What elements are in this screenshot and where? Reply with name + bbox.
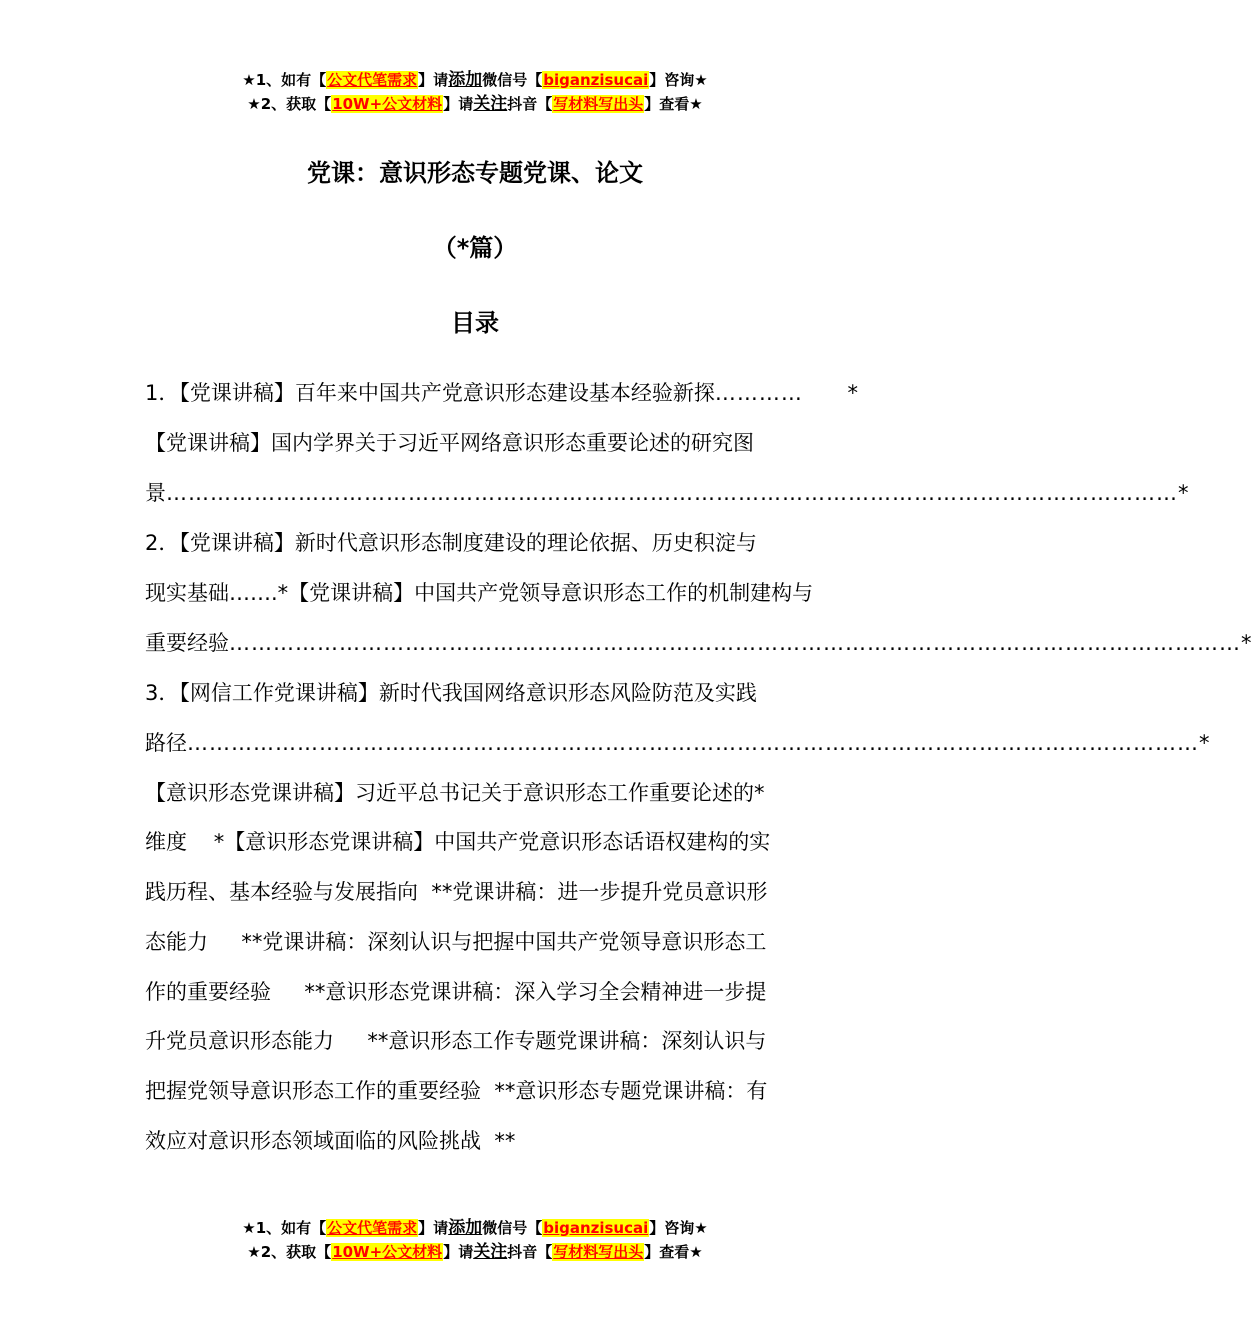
toc-line-9[interactable]: 【意识形态党课讲稿】习近平总书记关于意识形态工作重要论述的*	[145, 781, 765, 805]
ad-emphasis: 添加	[448, 70, 483, 90]
toc-page-number: *	[847, 381, 858, 405]
toc-entry-title: 景	[145, 481, 166, 505]
toc-entry-title: 重要经验	[145, 631, 229, 655]
toc-heading: 目录	[451, 309, 499, 337]
ad-text: 微信号【	[482, 1219, 543, 1237]
toc-line-5[interactable]: 现实基础…….*【党课讲稿】中国共产党领导意识形态工作的机制建构与	[145, 581, 814, 605]
toc-leader-dots: …………………………………………………………………………………………………………………………	[229, 631, 1241, 655]
top-ad-line-1	[0, 68, 950, 92]
toc-line-4[interactable]: 2．【党课讲稿】新时代意识形态制度建设的理论依据、历史积淀与	[145, 531, 757, 555]
toc-line-7[interactable]: 3．【网信工作党课讲稿】新时代我国网络意识形态风险防范及实践	[145, 681, 757, 705]
ad-douyin-id: 写材料写出头	[553, 1243, 644, 1261]
ad-emphasis: 关注	[473, 94, 508, 114]
toc-page-number: *	[1199, 731, 1210, 755]
ad-text: 抖音【	[507, 95, 553, 113]
ad-text: 】查看★	[644, 95, 703, 113]
top-ad-line-2	[0, 92, 950, 116]
ad-text: 】咨询★	[649, 1219, 708, 1237]
toc-line-12[interactable]: 态能力 **党课讲稿：深刻认识与把握中国共产党领导意识形态工	[145, 930, 767, 954]
bottom-ad-line-2	[0, 1240, 950, 1264]
toc-entry-title: 路径	[145, 731, 187, 755]
toc-entry-1[interactable]	[145, 378, 858, 408]
ad-douyin-id: 写材料写出头	[553, 95, 644, 113]
bottom-ad-banner	[0, 1216, 950, 1264]
toc-line-13[interactable]: 作的重要经验 **意识形态党课讲稿：深入学习全会精神进一步提	[145, 980, 767, 1004]
ad-text: ★2、获取【	[247, 95, 332, 113]
toc-page-number: *	[1178, 481, 1189, 505]
toc-page-number: *	[1241, 631, 1252, 655]
toc-line-3[interactable]	[145, 478, 1189, 508]
ad-wechat-id: biganzisucai	[543, 1219, 649, 1237]
ad-highlight: 10W+公文材料	[332, 95, 443, 113]
ad-text: 】咨询★	[649, 71, 708, 89]
ad-wechat-id: biganzisucai	[543, 71, 649, 89]
ad-text: ★1、如有【	[242, 1219, 327, 1237]
toc-line-6[interactable]	[145, 628, 1252, 658]
ad-highlight: 10W+公文材料	[332, 1243, 443, 1261]
toc-entry-title: 1．【党课讲稿】百年来中国共产党意识形态建设基本经验新探	[145, 381, 715, 405]
ad-highlight: 公文代笔需求	[327, 1219, 418, 1237]
toc-line-2[interactable]: 【党课讲稿】国内学界关于习近平网络意识形态重要论述的研究图	[145, 431, 754, 455]
ad-emphasis: 添加	[448, 1218, 483, 1238]
toc-leader-dots: …………………………………………………………………………………………………………………………	[166, 481, 1178, 505]
document-title: 党课：意识形态专题党课、论文	[307, 159, 643, 187]
toc-line-14[interactable]: 升党员意识形态能力 **意识形态工作专题党课讲稿：深刻认识与	[145, 1029, 767, 1053]
toc-leader-dots: …………………………………………………………………………………………………………………………	[187, 731, 1199, 755]
bottom-ad-line-1	[0, 1216, 950, 1240]
document-subtitle: （*篇）	[432, 234, 518, 262]
ad-text: 抖音【	[507, 1243, 553, 1261]
toc-line-8[interactable]	[145, 728, 1210, 758]
ad-text: 】请	[443, 95, 474, 113]
top-ad-banner	[0, 68, 950, 116]
ad-highlight: 公文代笔需求	[327, 71, 418, 89]
toc-line-15[interactable]: 把握党领导意识形态工作的重要经验 **意识形态专题党课讲稿：有	[145, 1079, 768, 1103]
ad-text: 】请	[418, 71, 449, 89]
ad-text: 微信号【	[482, 71, 543, 89]
ad-text: 】请	[443, 1243, 474, 1261]
ad-text: ★1、如有【	[242, 71, 327, 89]
toc-line-16[interactable]: 效应对意识形态领域面临的风险挑战 **	[145, 1129, 516, 1153]
ad-text: ★2、获取【	[247, 1243, 332, 1261]
toc-leader-dots: …………	[714, 381, 803, 405]
ad-emphasis: 关注	[473, 1242, 508, 1262]
toc-line-11[interactable]: 践历程、基本经验与发展指向 **党课讲稿：进一步提升党员意识形	[145, 880, 768, 904]
ad-text: 】请	[418, 1219, 449, 1237]
toc-line-10[interactable]: 维度 *【意识形态党课讲稿】中国共产党意识形态话语权建构的实	[145, 830, 771, 854]
ad-text: 】查看★	[644, 1243, 703, 1261]
